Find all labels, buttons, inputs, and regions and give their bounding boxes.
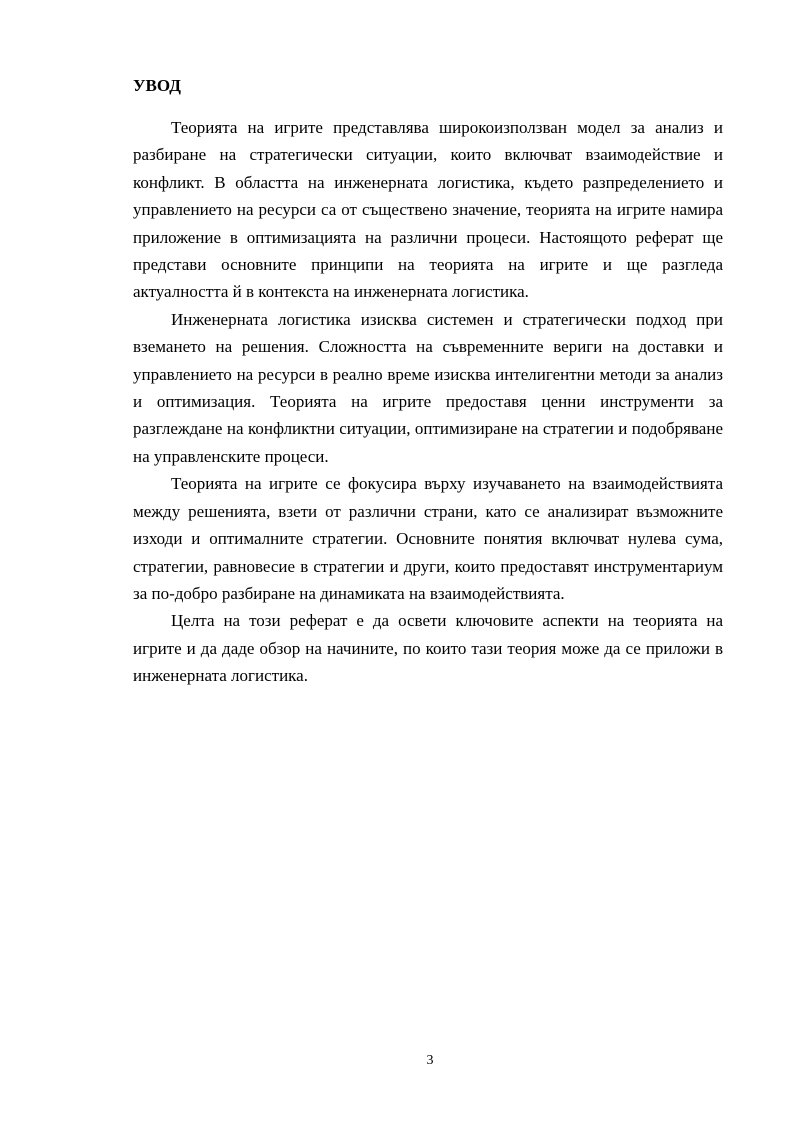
body-text [133, 114, 723, 690]
paragraph-4: Целта на този реферат е да освети ключовите аспекти на теорията на игрите и да даде обзор на начините, по които тази теория може да се приложи в инженерната логистика. [133, 611, 723, 686]
paragraph-3: Теорията на игрите се фокусира върху изучаването на взаимодействията между решенията, взети от различни страни, като се анализират възможните изходи и оптималните стратегии. Основните понятия включват нулева сума, стратегии, равновесие в стратегии и други, които предоставят инструментариум за по-добро разбиране на динамиката на взаимодействията. [133, 474, 723, 603]
paragraph-2: Инженерната логистика изисква системен и стратегически подход при вземането на решения. Сложността на съвременните вериги на доставки и управлението на ресурси в реално време изисква интелигентни методи за анализ и оптимизация. Теорията на игрите предоставя ценни инструменти за разглеждане на конфликтни ситуации, оптимизиране на стратегии и подобряване на управленските процеси. [133, 309, 723, 466]
page-number: 3 [426, 1053, 434, 1068]
section-heading: УВОД [133, 76, 181, 95]
paragraph-1: Теорията на игрите представлява широкоизползван модел за анализ и разбиране на стратегически ситуации, които включват взаимодействие и конфликт. В областта на инженерната логистика, където разпределението и управлението на ресурси са от съществено значение, теорията на игрите намира приложение в оптимизацията на различни процеси. Настоящото реферат ще представи основните принципи на теорията на игрите и ще разгледа актуалността й в контекста на инженерната логистика. [133, 118, 723, 302]
